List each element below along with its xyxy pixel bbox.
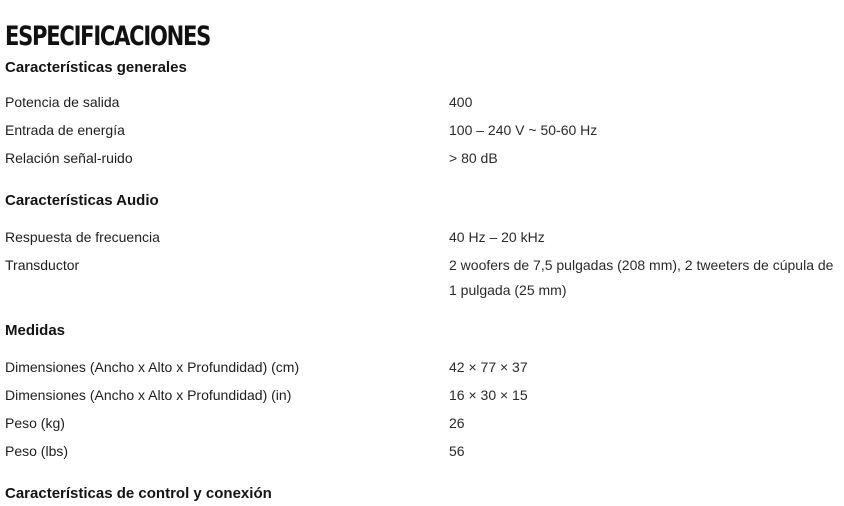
spec-label: Peso (kg) (5, 415, 65, 431)
spec-value: 40 Hz – 20 kHz (449, 229, 545, 245)
spec-value: 26 (449, 415, 465, 431)
page-title: ESPECIFICACIONES (5, 21, 211, 53)
spec-label: Potencia de salida (5, 94, 120, 110)
spec-label: Dimensiones (Ancho x Alto x Profundidad) (in) (5, 387, 292, 403)
spec-label: Respuesta de frecuencia (5, 229, 160, 245)
section-heading-measures: Medidas (5, 322, 66, 339)
spec-value: 56 (449, 443, 465, 459)
spec-value: 100 – 240 V ~ 50-60 Hz (449, 122, 598, 138)
spec-label: Entrada de energía (5, 122, 125, 138)
spec-value: 16 × 30 × 15 (449, 387, 528, 403)
section-heading-audio: Características Audio (5, 192, 159, 209)
spec-value: 42 × 77 × 37 (449, 359, 528, 375)
spec-label: Relación señal-ruido (5, 150, 133, 166)
spec-label: Transductor (5, 257, 80, 273)
spec-value: > 80 dB (449, 150, 498, 166)
section-heading-control-connection: Características de control y conexión (5, 485, 272, 502)
spec-value: 400 (449, 94, 473, 110)
spec-value: 2 woofers de 7,5 pulgadas (208 mm), 2 tweeters de cúpula de 1 pulgada (25 mm) (449, 257, 834, 298)
spec-label: Peso (lbs) (5, 443, 69, 459)
section-heading-general: Características generales (5, 59, 187, 76)
spec-label: Dimensiones (Ancho x Alto x Profundidad) (cm) (5, 359, 300, 375)
